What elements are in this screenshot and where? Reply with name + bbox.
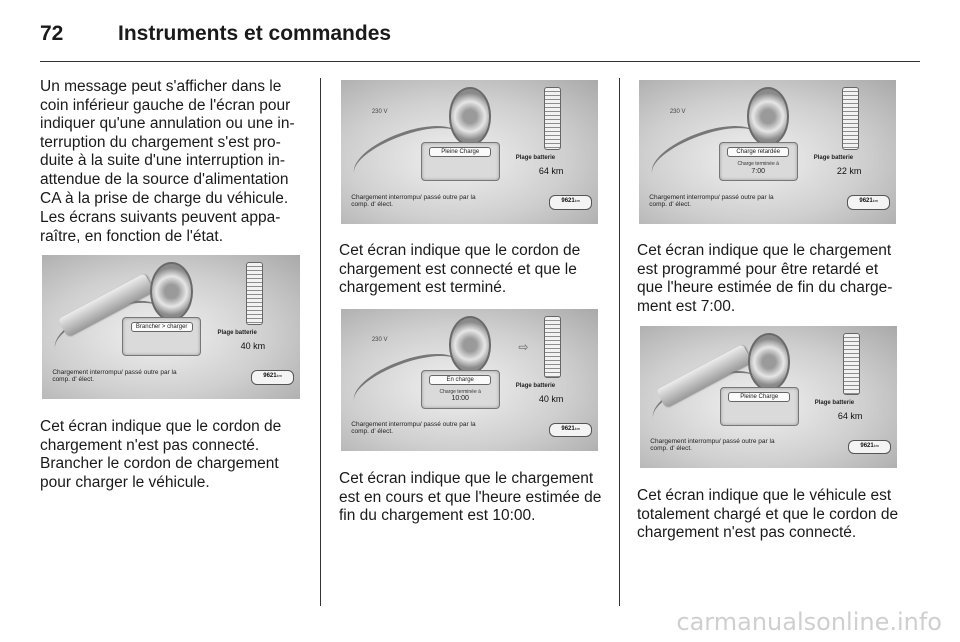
range-value: 40 km <box>240 341 266 352</box>
status-time: 7:00 <box>751 167 766 175</box>
voltage-label: 230 V <box>669 108 686 115</box>
odometer <box>251 370 294 385</box>
odometer-value: 9621 <box>561 425 575 432</box>
page-title: Instruments et commandes <box>118 22 392 45</box>
battery-icon <box>544 316 561 378</box>
voltage-label: 230 V <box>371 337 388 344</box>
charging-screen-image <box>640 326 897 468</box>
charging-screen-image <box>341 80 598 224</box>
odometer-value: 9621 <box>561 198 575 205</box>
status-box <box>421 370 500 409</box>
status-box <box>720 387 799 426</box>
column-divider <box>619 78 620 606</box>
caption: Cet écran indique que le chargement est programmé pour être retardé et que l'heure estimée de fin du charge-ment est 7:00. <box>637 242 893 315</box>
status-time: 10:00 <box>451 395 469 403</box>
charge-port-graphic <box>748 333 791 391</box>
charging-screen-image <box>42 255 300 399</box>
interrupt-message: Chargement interrompu/ passé outre par la comp. d' élect. <box>649 193 774 208</box>
range-value: 64 km <box>538 166 564 177</box>
page-number: 72 <box>40 22 64 45</box>
battery-icon <box>843 333 860 395</box>
interrupt-message: Chargement interrompu/ passé outre par la comp. d' élect. <box>52 368 177 383</box>
range-value: 40 km <box>538 394 564 405</box>
charging-screen-image <box>341 309 598 451</box>
odometer <box>847 195 890 210</box>
status-subtext: Charge terminée à <box>737 160 779 167</box>
interrupt-message: Chargement interrompu/ passé outre par la comp. d' élect. <box>650 438 775 453</box>
watermark: carmanualsonline.info <box>676 608 942 636</box>
battery-icon <box>544 87 561 149</box>
odometer <box>549 195 592 210</box>
caption: Cet écran indique que le cordon de chargement est connecté et que le chargement est terminé. <box>339 242 581 297</box>
charge-port-graphic <box>747 87 790 146</box>
status-label: Pleine Charge <box>429 147 491 157</box>
odometer <box>549 423 592 438</box>
status-label: Charge retardée <box>727 147 789 157</box>
page-header <box>40 18 920 62</box>
odometer-unit: km <box>574 425 581 431</box>
charge-port-graphic <box>449 87 492 146</box>
caption: Cet écran indique que le cordon de chargement n'est pas connecté. Brancher le cordon de chargement pour charger le véhicule. <box>40 418 282 491</box>
status-label: Brancher > charger <box>131 322 193 332</box>
status-box <box>719 142 798 181</box>
caption: Cet écran indique que le véhicule est totalement chargé et que le cordon de chargement n'est pas connecté. <box>637 487 899 542</box>
column-divider <box>320 78 321 606</box>
odometer-value: 9621 <box>859 198 873 205</box>
odometer <box>848 440 891 455</box>
odometer-value: 9621 <box>860 442 874 449</box>
interrupt-message: Chargement interrompu/ passé outre par la comp. d' élect. <box>351 421 476 436</box>
charge-port-graphic <box>449 316 492 374</box>
odometer-unit: km <box>276 373 282 379</box>
range-value: 64 km <box>837 411 863 422</box>
odometer-unit: km <box>872 198 879 204</box>
caption: Cet écran indique que le chargement est en cours et que l'heure estimée de fin du chargement est 10:00. <box>339 470 602 525</box>
odometer-unit: km <box>873 442 880 448</box>
voltage-label: 230 V <box>371 108 388 115</box>
battery-icon <box>246 262 263 324</box>
status-box <box>421 142 500 181</box>
range-label: Plage batterie <box>515 154 556 161</box>
status-label: Pleine Charge <box>728 392 790 402</box>
odometer-value: 9621 <box>263 373 277 380</box>
charging-arrow-icon: ⇨ <box>518 340 529 355</box>
interrupt-message: Chargement interrompu/ passé outre par la comp. d' élect. <box>351 193 476 208</box>
range-label: Plage batterie <box>217 329 257 336</box>
status-box <box>122 317 201 356</box>
range-value: 22 km <box>836 166 862 177</box>
intro-paragraph-2: Les écrans suivants peuvent appa-raître, en fonction de l'état. <box>40 209 281 245</box>
header-rule <box>40 61 920 62</box>
range-label: Plage batterie <box>814 399 855 406</box>
battery-icon <box>842 87 859 149</box>
range-label: Plage batterie <box>515 382 556 389</box>
charge-port-graphic <box>150 262 193 321</box>
range-label: Plage batterie <box>813 154 854 161</box>
odometer-unit: km <box>574 198 581 204</box>
charging-screen-image <box>639 80 896 224</box>
status-label: En charge <box>429 375 491 385</box>
intro-paragraph: Un message peut s'afficher dans le coin inférieur gauche de l'écran pour indiquer qu'une annulation ou une in-terruption du chargement s'est pro-duite à la suite d'une interruption in-attendue de la source d'alimentation CA à la prise de charge du véhicule. <box>40 78 295 207</box>
status-subtext: Charge terminée à <box>439 388 481 395</box>
